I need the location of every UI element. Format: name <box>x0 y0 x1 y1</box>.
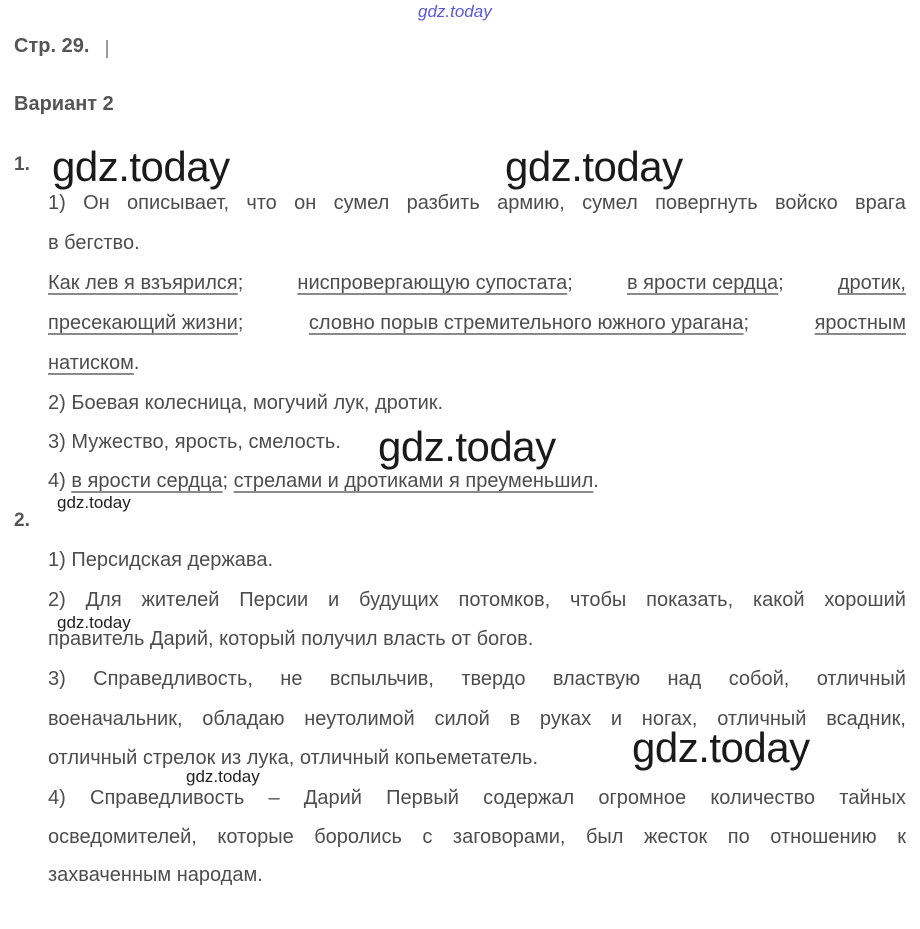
word: твердо <box>461 668 526 690</box>
quote: Как лев я взъярился <box>48 272 238 294</box>
word: армию, <box>497 192 565 214</box>
word: Справедливость, <box>93 668 253 690</box>
q1-quotes-line-1 <box>48 272 906 295</box>
word: заговорами, <box>452 826 566 848</box>
separator: ; <box>567 272 573 294</box>
quote: в ярости сердца <box>71 470 223 492</box>
word: отношению <box>770 826 877 848</box>
word: 1) <box>48 192 66 214</box>
q2-answer-1: 1) Персидская держава. <box>48 549 273 571</box>
word: не <box>280 668 303 690</box>
q2-answer-4-line-3: захваченным народам. <box>48 864 263 886</box>
answer-prefix: 4) <box>48 470 72 492</box>
q2-answer-2-line-1 <box>48 589 906 612</box>
word: – <box>268 787 280 809</box>
word: количество <box>710 787 816 809</box>
word: военачальник, <box>48 708 183 730</box>
word: повергнуть <box>655 192 758 214</box>
watermark-large: gdz.today <box>52 143 230 190</box>
watermark-small: gdz.today <box>186 767 260 786</box>
quote: словно порыв стремительного южного урагана <box>308 312 744 334</box>
q1-answer-4 <box>48 470 599 493</box>
word: осведомителей, <box>48 826 197 848</box>
word: тайных <box>839 787 906 809</box>
word: описывает, <box>127 192 230 214</box>
quote: в ярости сердца <box>626 272 779 294</box>
word: властвую <box>552 668 641 690</box>
word: какой <box>752 589 805 611</box>
word: неутолимой <box>304 708 415 730</box>
word: всадник, <box>826 708 906 730</box>
q1-answer-1-line-2: в бегство. <box>48 232 140 254</box>
q2-answer-3-line-3: отличный стрелок из лука, отличный копьеметатель. <box>48 747 539 769</box>
word: 4) <box>48 787 66 809</box>
quote: пресекающий жизни <box>48 312 238 334</box>
word: Он <box>83 192 110 214</box>
word: собой, <box>728 668 790 690</box>
word: Дарий <box>303 787 362 809</box>
watermark-small: gdz.today <box>57 493 131 512</box>
word: отличный <box>717 708 807 730</box>
word: Первый <box>386 787 459 809</box>
word: будущих <box>359 589 439 611</box>
watermark-small: gdz.today <box>57 613 131 632</box>
word: хороший <box>824 589 906 611</box>
word: Для <box>85 589 122 611</box>
q1-answer-1-line-1 <box>48 192 906 215</box>
word: чтобы <box>569 589 627 611</box>
word: войско <box>774 192 838 214</box>
word: боролись <box>314 826 402 848</box>
word: что <box>246 192 277 214</box>
word: врага <box>855 192 906 214</box>
q2-answer-4-line-1 <box>48 787 906 810</box>
word: обладаю <box>202 708 285 730</box>
variant-heading: Вариант 2 <box>14 93 114 115</box>
quote: стрелами и дротиками я преуменьшил <box>233 470 594 492</box>
separator: ; <box>237 312 244 334</box>
word: разбить <box>406 192 480 214</box>
word: был <box>585 826 624 848</box>
word: по <box>727 826 750 848</box>
word: силой <box>434 708 490 730</box>
question-number-1: 1. <box>14 154 30 175</box>
separator: ; <box>222 470 234 492</box>
watermark-top: gdz.today <box>418 2 492 21</box>
q1-quotes-line-3 <box>48 352 139 375</box>
word: над <box>667 668 702 690</box>
separator: ; <box>743 312 750 334</box>
word: ногах, <box>641 708 698 730</box>
q1-quotes-line-2 <box>48 312 906 335</box>
word: потомков, <box>458 589 551 611</box>
word: Справедливость <box>90 787 245 809</box>
quote: яростным <box>814 312 906 334</box>
word: содержал <box>483 787 575 809</box>
q2-answer-4-line-2 <box>48 826 906 849</box>
word: и <box>610 708 623 730</box>
word: к <box>897 826 906 848</box>
word: 3) <box>48 668 66 690</box>
watermark-large: gdz.today <box>378 423 556 470</box>
word: которые <box>217 826 294 848</box>
word: с <box>422 826 433 848</box>
separator: . <box>593 470 599 492</box>
word: огромное <box>598 787 687 809</box>
word: в <box>509 708 521 730</box>
separator: ; <box>778 272 784 294</box>
q1-answer-3: 3) Мужество, ярость, смелость. <box>48 431 341 453</box>
word: жесток <box>643 826 708 848</box>
page-reference: Стр. 29. <box>14 35 90 57</box>
watermark-large: gdz.today <box>632 724 810 771</box>
word: отличный <box>816 668 906 690</box>
word: сумел <box>582 192 638 214</box>
separator: ; <box>237 272 244 294</box>
word: и <box>328 589 340 611</box>
word: жителей <box>141 589 220 611</box>
q2-answer-3-line-1 <box>48 668 906 691</box>
word: вспыльчив, <box>329 668 434 690</box>
separator: . <box>133 352 140 374</box>
question-number-2: 2. <box>14 510 30 531</box>
word: руках <box>539 708 592 730</box>
watermark-large: gdz.today <box>505 143 683 190</box>
word: показать, <box>646 589 734 611</box>
quote: натиском <box>48 352 134 374</box>
quote: дротик, <box>837 272 906 294</box>
word: он <box>294 192 317 214</box>
word: 2) <box>48 589 66 611</box>
word: сумел <box>333 192 390 214</box>
quote: ниспровергающую супостата <box>297 272 568 294</box>
text-cursor <box>106 40 108 58</box>
q2-answer-2-line-2: правитель Дарий, который получил власть от богов. <box>48 628 534 650</box>
word: Персии <box>239 589 309 611</box>
q1-answer-2: 2) Боевая колесница, могучий лук, дротик. <box>48 392 444 414</box>
